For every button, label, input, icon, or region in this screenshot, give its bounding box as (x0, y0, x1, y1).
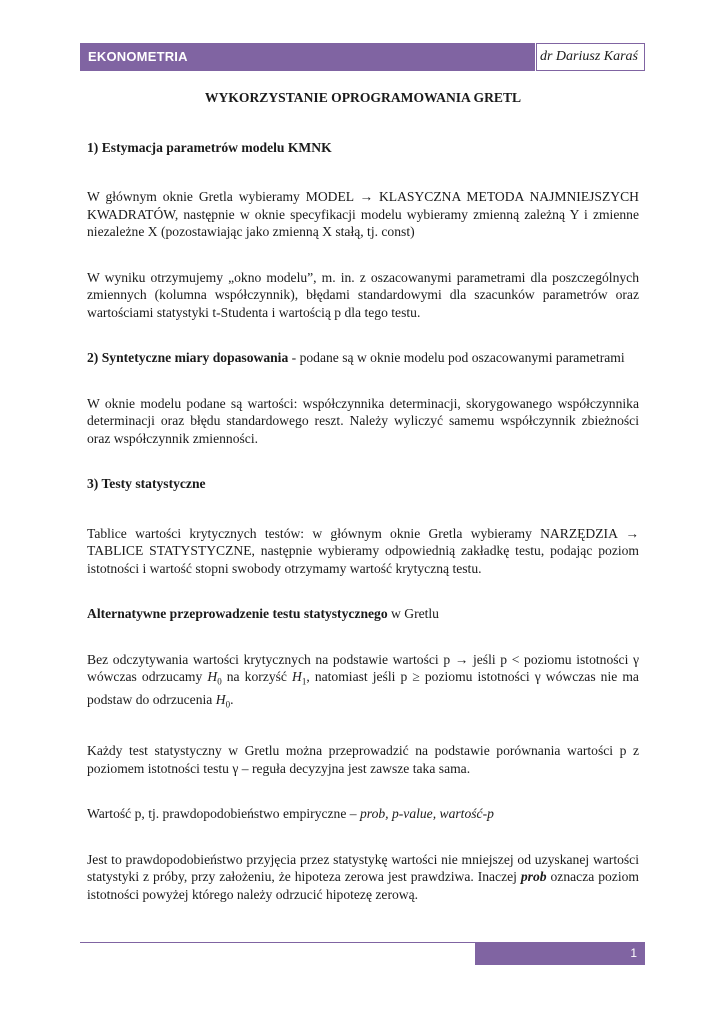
document-body (87, 89, 639, 931)
page-number-box (475, 943, 645, 965)
section-3-paragraph-4 (87, 805, 639, 823)
section-1-heading: 1) Estymacja parametrów modelu KMNK (87, 139, 332, 155)
section-2-heading (87, 349, 639, 367)
h0-subscript: 0 (217, 676, 222, 687)
p5-text-b: oznacza poziom istotności powyżej którego należy odrzucić hipotezę zerową. (87, 869, 639, 902)
section-3-heading: 3) Testy statystyczne (87, 476, 206, 491)
p5-prob-term: prob (520, 869, 547, 885)
h0-letter-2: H (215, 692, 226, 708)
h0-letter: H (207, 669, 218, 684)
section-1-paragraph-2: W wyniku otrzymujemy „okno modelu”, m. in. z oszacowanymi parametrami dla poszczególnych zmiennych (kolumna współczynnik), błędami standardowymi dla szacunków parametrów oraz wartościami statystyki t-Studenta i wartością p dla tego testu. (87, 269, 639, 320)
section-3-paragraph-5 (87, 851, 639, 904)
document-title: WYKORZYSTANIE OPROGRAMOWANIA GRETL (204, 90, 522, 105)
header-course-box (80, 43, 535, 71)
section-3-paragraph-1: Tablice wartości krytycznych testów: w głównym oknie Gretla wybieramy NARZĘDZIA → TABLICE STATYSTYCZNE, następnie wybieramy odpowiednią zakładkę testu, podając poziom istotności i wartość stopni swobody otrzymamy wartość krytyczną testu. (87, 525, 639, 576)
p5-text-a: Jest to prawdopodobieństwo przyjęcia przez statystykę wartości nie mniejszej od uzyskanej wartości statystyki z próby, przy założeniu, że hipoteza zerowa jest prawdziwa. Inaczej (87, 851, 639, 885)
section-2-heading-rest: - podane są w oknie modelu pod oszacowanymi parametrami (288, 350, 625, 365)
p2-text-a: Bez odczytywania wartości krytycznych na podstawie wartości p → jeśli p < poziomu istotności γ wówczas odrzucamy (87, 651, 639, 684)
alt-test-heading-bold: Alternatywne przeprowadzenie testu statystycznego (87, 606, 388, 621)
section-2-heading-bold: 2) Syntetyczne miary dopasowania (87, 350, 289, 365)
section-2-paragraph-1: W oknie modelu podane są wartości: współczynnika determinacji, skorygowanego współczynnika determinacji oraz błędu standardowego reszt. Należy wyliczyć samemu współczynnik zbieżności oraz współczynnik zmienności. (87, 395, 639, 446)
p2-text-c: , natomiast jeśli p ≥ poziomu istotności γ wówczas nie ma podstaw do odrzucenia (87, 669, 639, 708)
header-course-title: EKONOMETRIA (88, 49, 188, 64)
p4-text: Wartość p, tj. prawdopodobieństwo empiryczne – (87, 806, 360, 822)
h0-symbol-2 (215, 692, 231, 710)
h1-subscript: 1 (301, 676, 307, 687)
section-3-paragraph-2 (87, 651, 639, 715)
p2-text-d: . (230, 692, 234, 708)
alt-test-heading-rest: w Gretlu (387, 606, 439, 621)
h1-symbol (292, 669, 307, 687)
p4-italic-terms: prob, p-value, wartość-p (359, 806, 494, 822)
page-header (80, 43, 645, 71)
header-author: dr Dariusz Karaś (539, 49, 638, 64)
section-3-paragraph-3: Każdy test statystyczny w Gretlu można przeprowadzić na podstawie porównania wartości p z poziomem istotności testu γ – reguła decyzyjna jest zawsze taka sama. (87, 743, 639, 776)
page-number: 1 (630, 946, 637, 960)
p2-text-b: na korzyść (221, 669, 293, 684)
section-1-paragraph-1: W głównym oknie Gretla wybieramy MODEL → KLASYCZNA METODA NAJMNIEJSZYCH KWADRATÓW, następnie w oknie specyfikacji modelu wybieramy zmienną zależną Y i zmienne niezależne X (pozostawiając jako zmienną X stałą, tj. const) (87, 189, 639, 239)
h1-letter: H (292, 669, 302, 684)
alt-test-heading (87, 605, 639, 623)
header-author-box (536, 43, 645, 71)
h0-symbol (207, 669, 222, 687)
h0-subscript-2: 0 (225, 699, 231, 710)
